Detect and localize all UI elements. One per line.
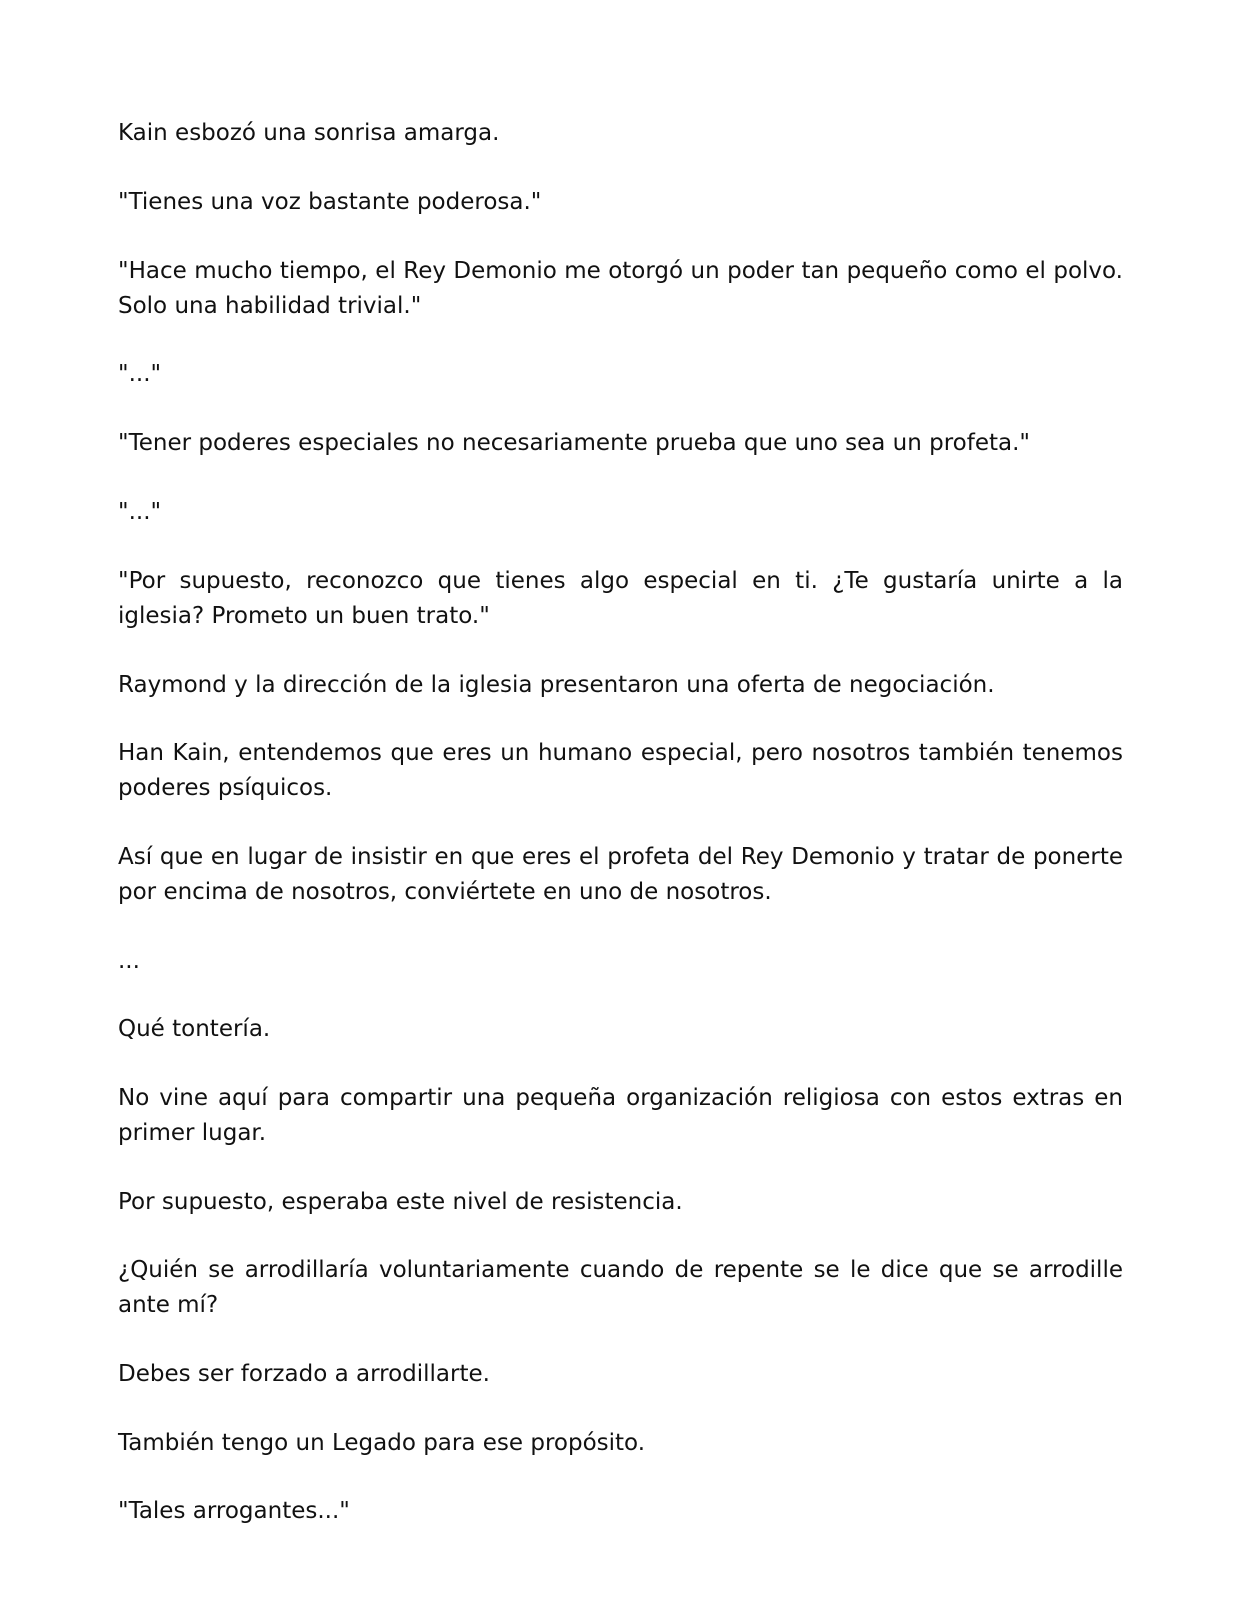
paragraph: También tengo un Legado para ese propósito.: [118, 1430, 646, 1456]
paragraph: "Hace mucho tiempo, el Rey Demonio me otorgó un poder tan pequeño como el polvo. Solo una habilidad trivial.": [118, 258, 1123, 319]
paragraph: "Tienes una voz bastante poderosa.": [118, 189, 542, 215]
paragraph: Así que en lugar de insistir en que eres el profeta del Rey Demonio y tratar de ponerte por encima de nosotros, conviértete en uno de nosotros.: [118, 844, 1123, 905]
paragraph: "...": [118, 499, 162, 525]
paragraph: Raymond y la dirección de la iglesia presentaron una oferta de negociación.: [118, 672, 995, 698]
paragraph: "Por supuesto, reconozco que tienes algo especial en ti. ¿Te gustaría unirte a la iglesia? Prometo un buen trato.": [118, 568, 1123, 629]
paragraph: "...": [118, 361, 162, 387]
paragraph: Por supuesto, esperaba este nivel de resistencia.: [118, 1189, 683, 1215]
paragraph: No vine aquí para compartir una pequeña organización religiosa con estos extras en primer lugar.: [118, 1085, 1123, 1146]
paragraph: Debes ser forzado a arrodillarte.: [118, 1361, 490, 1387]
paragraph: Han Kain, entendemos que eres un humano especial, pero nosotros también tenemos poderes psíquicos.: [118, 740, 1123, 801]
paragraph: "Tales arrogantes...": [118, 1498, 350, 1524]
paragraph: ¿Quién se arrodillaría voluntariamente cuando de repente se le dice que se arrodille ante mí?: [118, 1257, 1123, 1318]
paragraph: Qué tontería.: [118, 1016, 271, 1042]
paragraph: Kain esbozó una sonrisa amarga.: [118, 120, 500, 146]
paragraph: "Tener poderes especiales no necesariamente prueba que uno sea un profeta.": [118, 430, 1030, 456]
paragraph: ...: [118, 948, 140, 974]
